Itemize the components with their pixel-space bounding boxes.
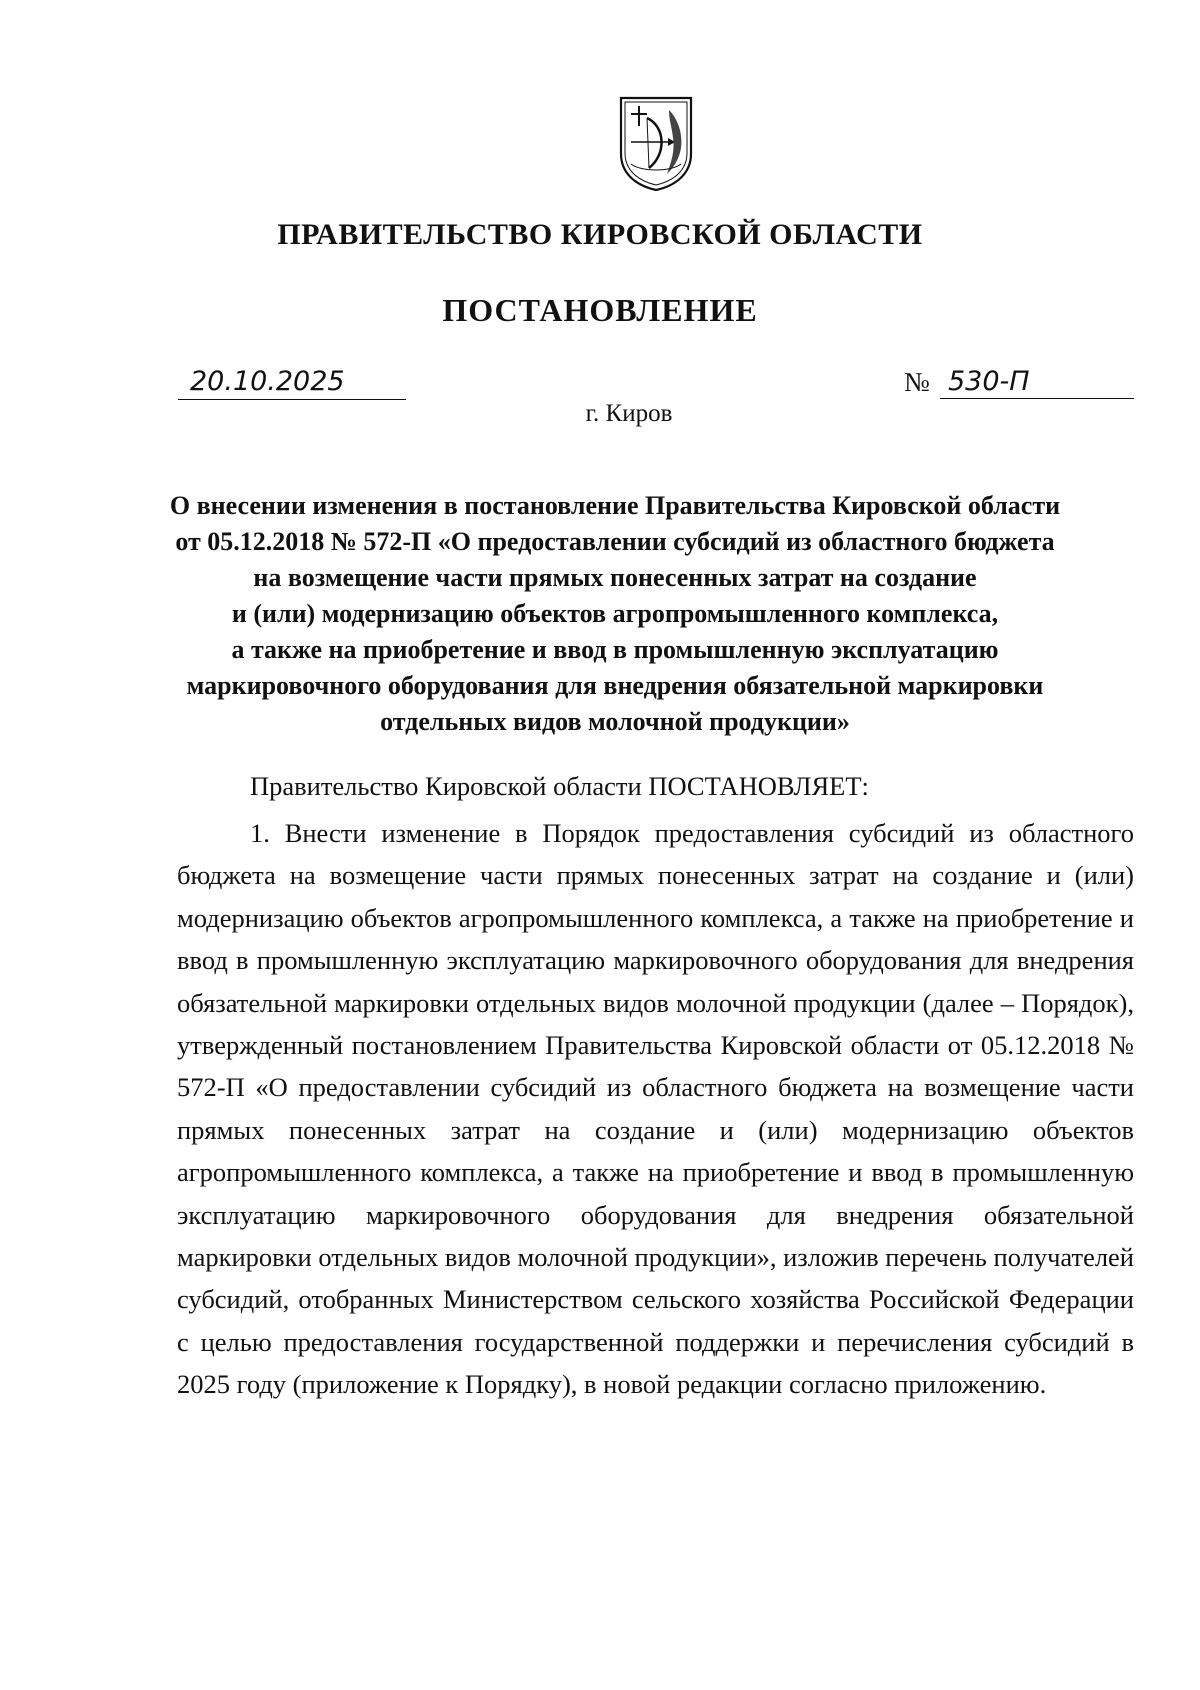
subject-line: на возмещение части прямых понесенных затрат на создание: [253, 563, 977, 592]
subject-line: маркировочного оборудования для внедрения обязательной маркировки: [186, 671, 1044, 700]
coat-of-arms-icon: [617, 92, 695, 192]
subject-line: О внесении изменения в постановление Правительства Кировской области: [169, 491, 1061, 520]
subject-line: от 05.12.2018 № 572-П «О предоставлении субсидий из областного бюджета: [175, 527, 1055, 556]
number-sign: №: [904, 367, 930, 397]
document-subject: [150, 488, 1080, 740]
paragraph-1: 1. Внести изменение в Порядок предоставления субсидий из областного бюджета на возмещение части прямых понесенных затрат на создание и (или) модернизацию объектов агропромышленного комплекса, а также на приобретение и ввод в промышленную эксплуатацию маркировочного оборудования для внедрения обязательной маркировки отдельных видов молочной продукции (далее – Порядок), утвержденный постановлением Правительства Кировской области от 05.12.2018 № 572-П «О предоставлении субсидий из областного бюджета на возмещение части прямых понесенных затрат на создание и (или) модернизацию объектов агропромышленного комплекса, а также на приобретение и ввод в промышленную эксплуатацию маркировочного оборудования для внедрения обязательной маркировки отдельных видов молочной продукции», изложив перечень получателей субсидий, отобранных Министерством сельского хозяйства Российской Федерации с целью предоставления государственной поддержки и перечисления субсидий в 2025 году (приложение к Порядку), в новой редакции согласно приложению.: [177, 818, 1134, 1400]
document-type-title: ПОСТАНОВЛЕНИЕ: [442, 292, 758, 328]
preamble: Правительство Кировской области ПОСТАНОВЛЯЕТ:: [250, 771, 869, 801]
subject-line: а также на приобретение и ввод в промышленную эксплуатацию: [231, 635, 999, 664]
number-value: 530-П: [940, 365, 1134, 399]
city-name: г. Киров: [585, 400, 673, 427]
subject-line: отдельных видов молочной продукции»: [380, 707, 850, 736]
organization-title: ПРАВИТЕЛЬСТВО КИРОВСКОЙ ОБЛАСТИ: [277, 218, 923, 251]
document-date: 20.10.2025: [178, 365, 406, 400]
subject-line: и (или) модернизацию объектов агропромышленного комплекса,: [231, 599, 999, 628]
document-number: [904, 365, 1134, 399]
